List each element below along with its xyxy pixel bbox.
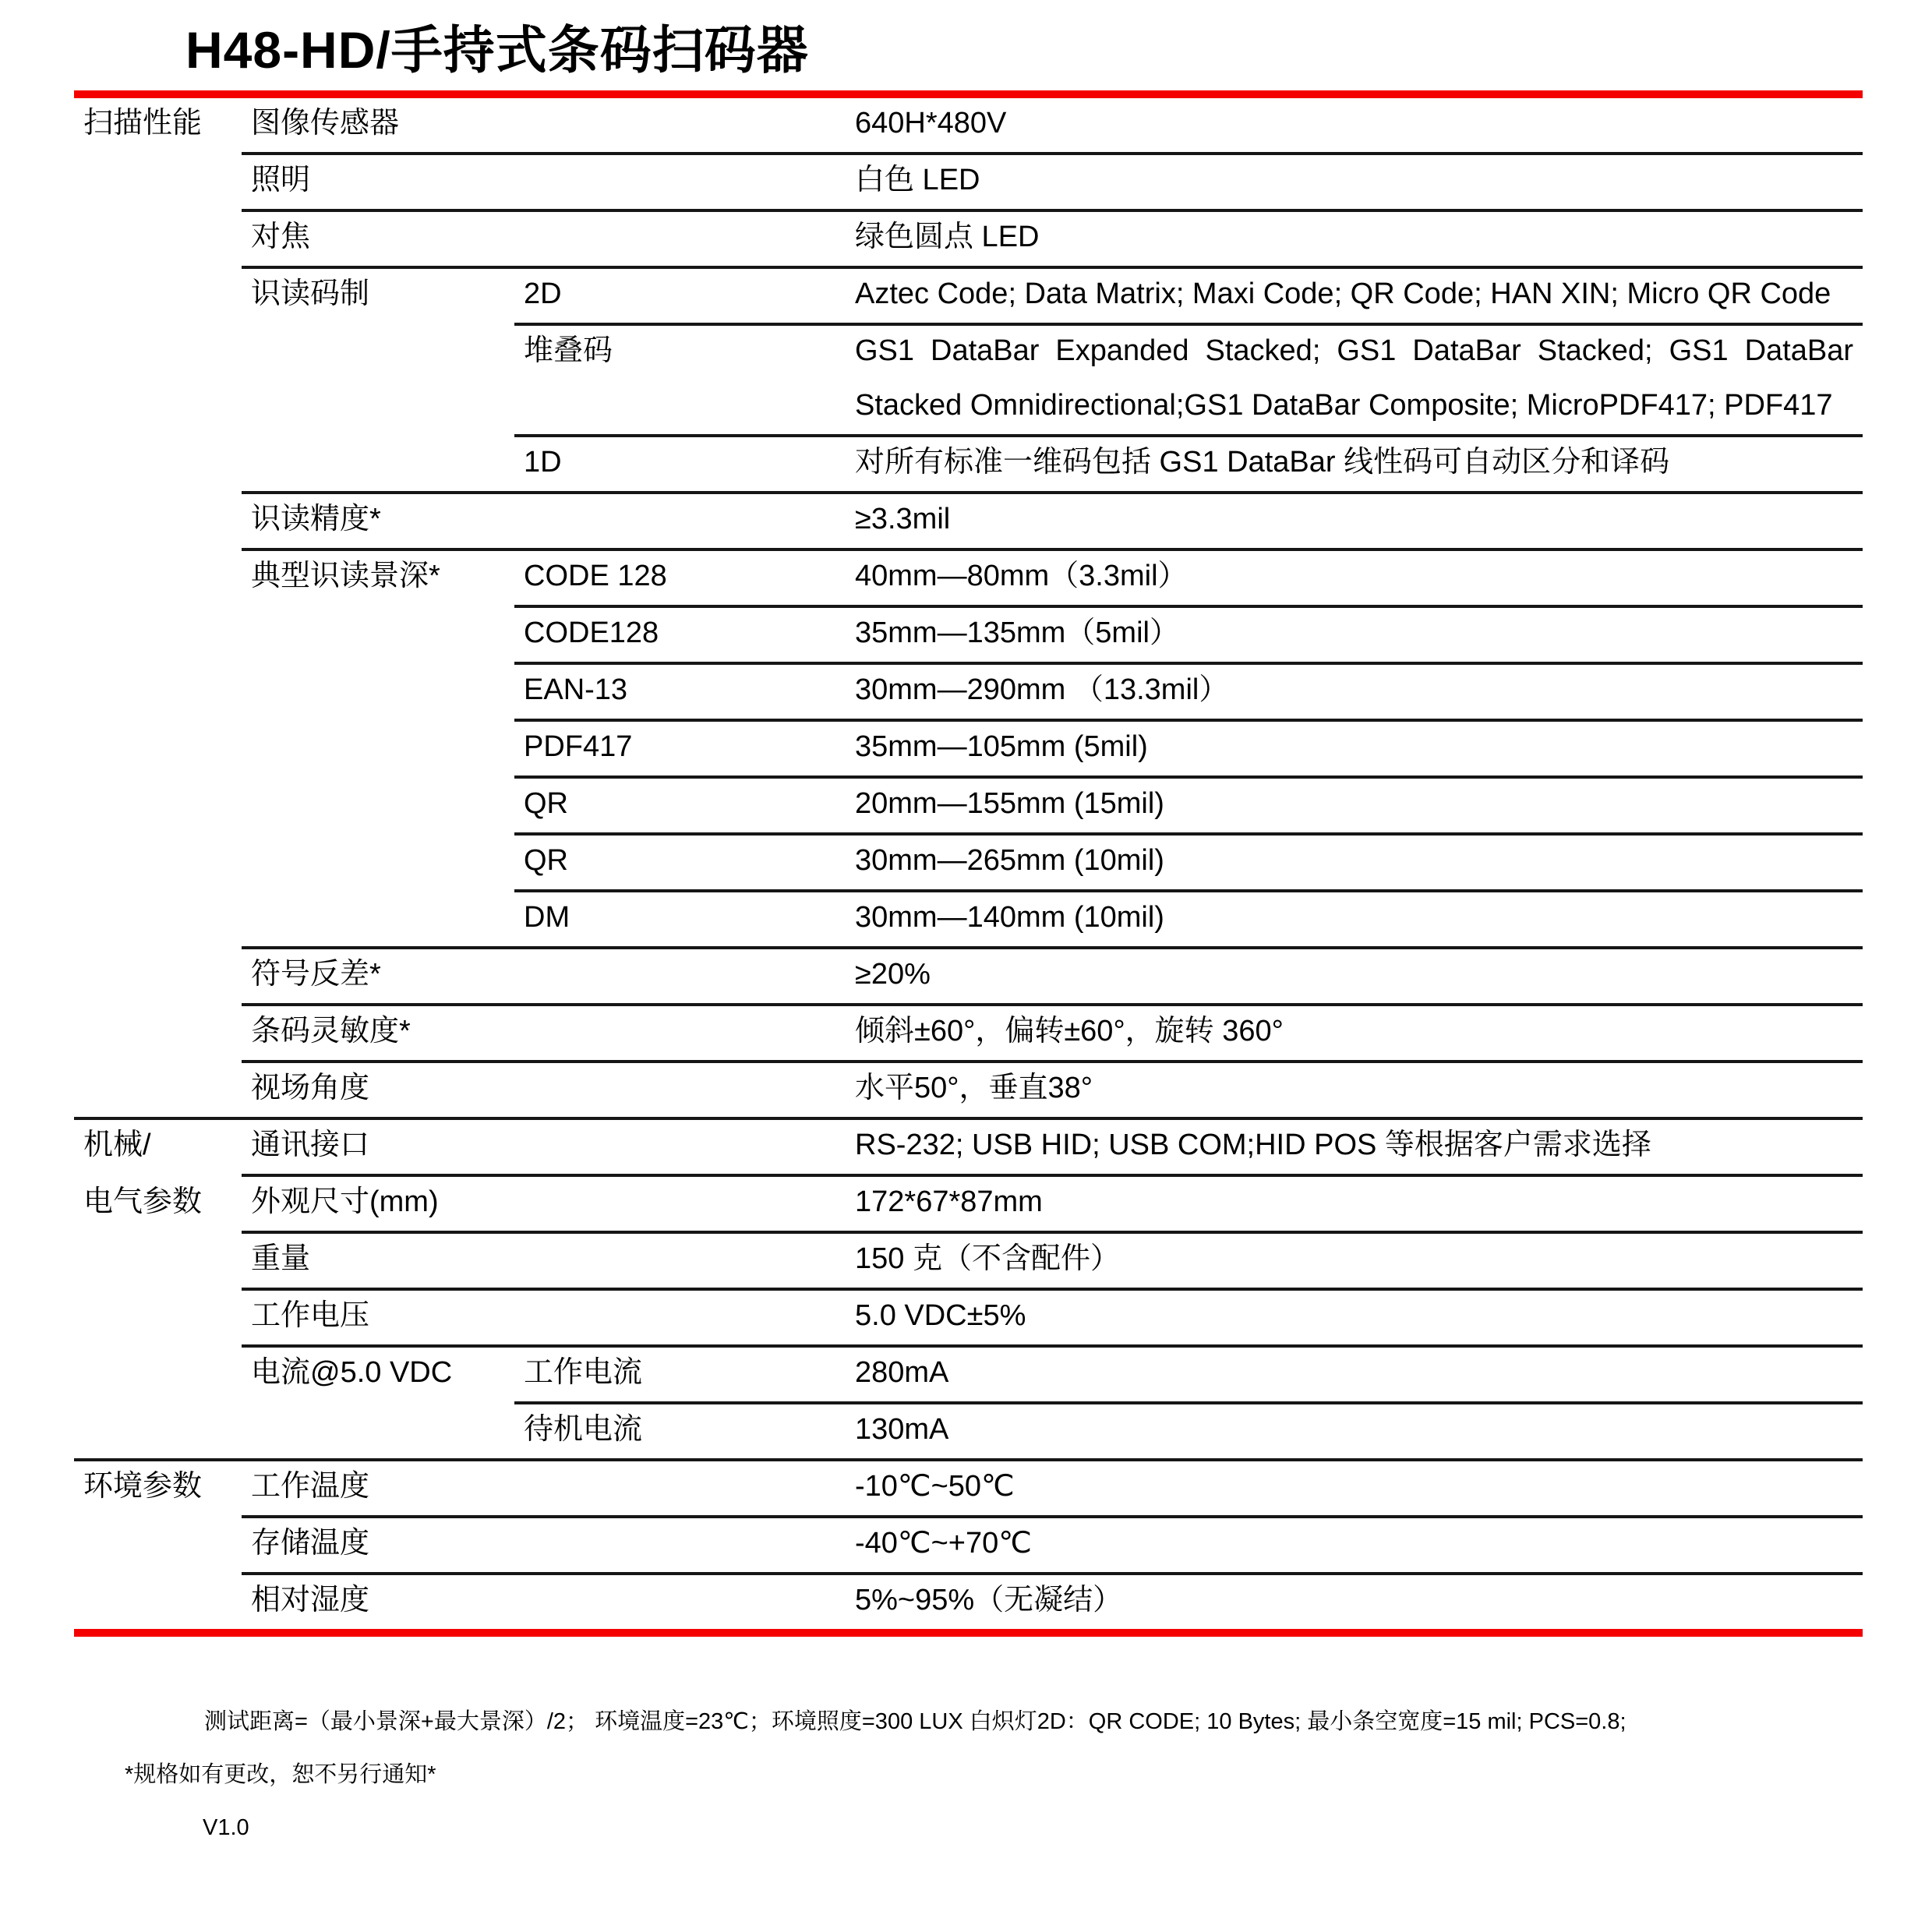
attribute-cell: 视场角度 xyxy=(251,1072,370,1104)
spec-row xyxy=(74,836,1863,889)
value-cell: 172*67*87mm xyxy=(855,1185,1043,1218)
value-cell: 5%~95%（无凝结） xyxy=(855,1584,1123,1616)
value-cell: -40℃~+70℃ xyxy=(855,1527,1032,1560)
value-cell: 280mA xyxy=(855,1356,949,1389)
category-cell: 机械/ xyxy=(83,1129,151,1161)
attribute-cell: 图像传感器 xyxy=(251,107,400,140)
spec-row xyxy=(74,1120,1863,1174)
attribute-cell: 识读精度* xyxy=(251,503,381,535)
value-cell: 白色 LED xyxy=(855,164,980,196)
spec-row xyxy=(74,608,1863,662)
version-label: V1.0 xyxy=(203,1815,249,1840)
value-cell: 640H*480V xyxy=(855,107,1007,140)
subattribute-cell: QR xyxy=(524,787,568,820)
attribute-cell: 重量 xyxy=(251,1242,311,1275)
subattribute-cell: 1D xyxy=(524,446,562,479)
attribute-cell: 外观尺寸(mm) xyxy=(251,1185,439,1218)
attribute-cell: 对焦 xyxy=(251,221,311,253)
attribute-cell: 电流@5.0 VDC xyxy=(251,1356,453,1389)
attribute-cell: 通讯接口 xyxy=(251,1129,370,1161)
spec-row xyxy=(74,551,1863,605)
footnote-test-conditions: 测试距离=（最小景深+最大景深）/2； 环境温度=23℃；环境照度=300 LUX 白炽灯2D：QR CODE; 10 Bytes; 最小条空宽度=15 mil; PCS=0.8; xyxy=(204,1709,1626,1734)
spec-row xyxy=(74,269,1863,323)
value-cell: 35mm—135mm（5mil） xyxy=(855,617,1179,649)
subattribute-cell: 工作电流 xyxy=(524,1356,643,1389)
attribute-cell: 条码灵敏度* xyxy=(251,1015,411,1048)
value-cell: 水平50°，垂直38° xyxy=(855,1072,1093,1104)
spec-row xyxy=(74,98,1863,152)
subattribute-cell: CODE128 xyxy=(524,617,659,649)
spec-row xyxy=(74,155,1863,209)
footnotes xyxy=(125,1708,1932,1841)
value-cell: 35mm—105mm (5mil) xyxy=(855,730,1148,763)
attribute-cell: 相对湿度 xyxy=(251,1584,370,1616)
value-cell: 150 克（不含配件） xyxy=(855,1242,1120,1275)
spec-row xyxy=(74,949,1863,1003)
red-divider-top xyxy=(74,90,1863,98)
spec-row xyxy=(74,1177,1863,1231)
spec-row xyxy=(74,1348,1863,1401)
spec-row xyxy=(74,1234,1863,1288)
attribute-cell: 工作电压 xyxy=(251,1299,370,1332)
value-cell: ≥20% xyxy=(855,958,931,991)
attribute-cell: 工作温度 xyxy=(251,1470,370,1503)
subattribute-cell: QR xyxy=(524,844,568,877)
spec-row xyxy=(74,1575,1863,1629)
value-cell: 30mm—265mm (10mil) xyxy=(855,844,1164,877)
category-cell: 环境参数 xyxy=(83,1470,203,1503)
page-title: H48-HD/手持式条码扫码器 xyxy=(185,21,809,79)
red-divider-bottom xyxy=(74,1629,1863,1637)
value-cell: Aztec Code; Data Matrix; Maxi Code; QR Code; HAN XIN; Micro QR Code xyxy=(855,277,1831,310)
value-cell: -10℃~50℃ xyxy=(855,1470,1015,1503)
subattribute-cell: DM xyxy=(524,901,570,934)
attribute-cell: 符号反差* xyxy=(251,958,381,991)
spec-row xyxy=(74,1006,1863,1060)
spec-row xyxy=(74,1518,1863,1572)
category-cell: 电气参数 xyxy=(83,1185,203,1218)
spec-row xyxy=(74,722,1863,775)
spec-row xyxy=(74,212,1863,266)
spec-row xyxy=(74,437,1863,491)
spec-row xyxy=(74,1461,1863,1515)
attribute-cell: 存储温度 xyxy=(251,1527,370,1560)
attribute-cell: 典型识读景深* xyxy=(251,560,440,592)
value-cell: 5.0 VDC±5% xyxy=(855,1299,1026,1332)
subattribute-cell: EAN-13 xyxy=(524,673,628,706)
value-cell: GS1 DataBar Expanded Stacked; GS1 DataBar Stacked; GS1 DataBar Stacked Omnidirectional;GS1 DataBar Composite; MicroPDF417; PDF417 xyxy=(855,334,1853,422)
spec-row xyxy=(74,1404,1863,1458)
subattribute-cell: PDF417 xyxy=(524,730,633,763)
value-cell: 倾斜±60°，偏转±60°，旋转 360° xyxy=(855,1015,1284,1048)
value-cell: 130mA xyxy=(855,1413,949,1446)
category-cell: 扫描性能 xyxy=(83,107,203,140)
spec-row xyxy=(74,892,1863,946)
value-cell: 20mm—155mm (15mil) xyxy=(855,787,1164,820)
spec-table xyxy=(74,90,1863,1637)
subattribute-cell: 待机电流 xyxy=(524,1413,643,1446)
value-cell: 对所有标准一维码包括 GS1 DataBar 线性码可自动区分和译码 xyxy=(855,446,1670,479)
value-cell: 30mm—140mm (10mil) xyxy=(855,901,1164,934)
spec-row xyxy=(74,1291,1863,1344)
value-cell: 40mm—80mm（3.3mil） xyxy=(855,560,1188,592)
spec-row xyxy=(74,326,1863,434)
subattribute-cell: 2D xyxy=(524,277,562,310)
spec-row xyxy=(74,1063,1863,1117)
value-cell: ≥3.3mil xyxy=(855,503,951,535)
value-cell: 30mm—290mm （13.3mil） xyxy=(855,673,1229,706)
value-cell: RS-232; USB HID; USB COM;HID POS 等根据客户需求选择 xyxy=(855,1129,1651,1161)
spec-row xyxy=(74,779,1863,832)
spec-row xyxy=(74,665,1863,719)
attribute-cell: 照明 xyxy=(251,164,311,196)
value-cell: 绿色圆点 LED xyxy=(855,221,1040,253)
footnote-disclaimer: *规格如有更改，恕不另行通知* xyxy=(125,1762,436,1787)
attribute-cell: 识读码制 xyxy=(251,277,370,310)
subattribute-cell: CODE 128 xyxy=(524,560,667,592)
spec-row xyxy=(74,494,1863,548)
subattribute-cell: 堆叠码 xyxy=(524,334,613,367)
